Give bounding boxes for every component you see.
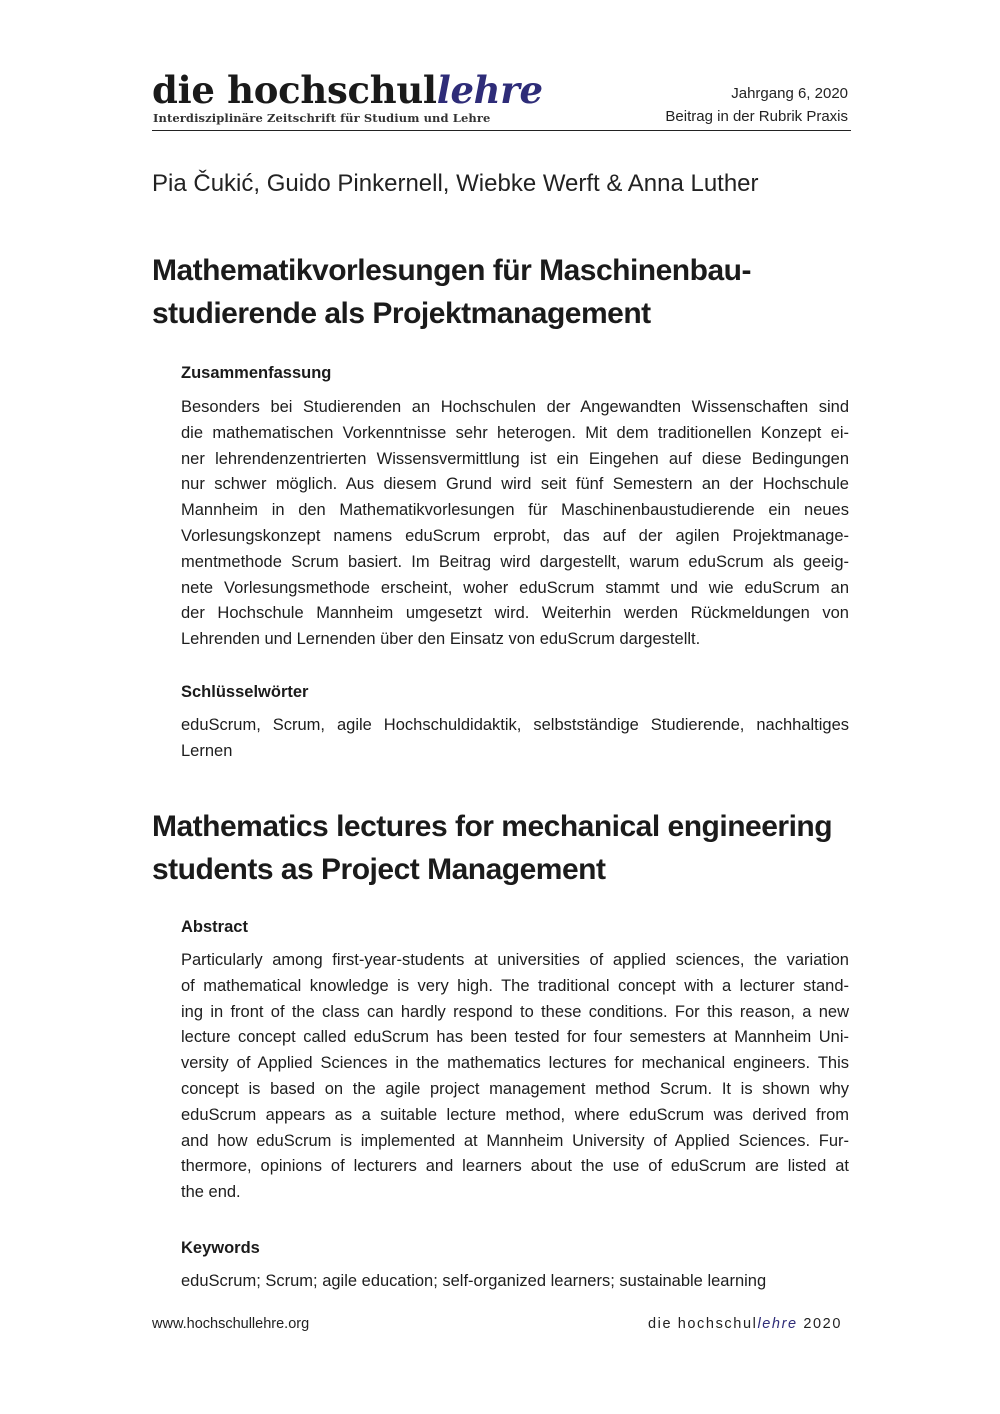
summary-heading: Zusammenfassung bbox=[181, 364, 332, 382]
abstract-line: versity of Applied Sciences in the mathematics lectures for mechanical engineers. This bbox=[181, 1054, 849, 1073]
abstract-line: of mathematical knowledge is very high. The traditional concept with a lecturer stand- bbox=[181, 976, 849, 995]
summary-line: Lehrenden und Lernenden über den Einsatz von eduScrum dargestellt. bbox=[181, 630, 701, 649]
abstract-line: lecture concept called eduScrum has been tested for four semesters at Mannheim Uni- bbox=[181, 1028, 849, 1047]
keywords-en-text bbox=[181, 1269, 849, 1295]
abstract-text bbox=[181, 948, 849, 1206]
abstract-line: and how eduScrum is implemented at Mannheim University of Applied Sciences. Fur- bbox=[181, 1131, 849, 1150]
english-title-line: Mathematics lectures for mechanical engineering bbox=[152, 810, 833, 843]
journal-logo bbox=[152, 70, 543, 110]
journal-masthead bbox=[152, 70, 851, 131]
keywords-de-line: Lernen bbox=[181, 741, 233, 760]
abstract-line: the end. bbox=[181, 1183, 241, 1202]
keywords-en-heading: Keywords bbox=[181, 1239, 260, 1257]
footer-brand-main: die hochschul bbox=[647, 1316, 758, 1332]
issue-info bbox=[665, 82, 848, 128]
abstract-line: thermore, opinions of lecturers and learners about the use of eduScrum are listed at bbox=[181, 1157, 849, 1176]
german-title-line: Mathematikvorlesungen für Maschinenbau- bbox=[152, 254, 751, 287]
summary-line: mentmethode Scrum basiert. Im Beitrag wird dargestellt, warum eduScrum als geeig- bbox=[181, 552, 849, 571]
abstract-line: Particularly among first-year-students at universities of applied sciences, the variation bbox=[181, 951, 849, 969]
footer-website-link[interactable]: www.hochschullehre.org bbox=[152, 1316, 310, 1332]
issue-section: Beitrag in der Rubrik Praxis bbox=[665, 108, 848, 125]
abstract-line: eduScrum appears as a suitable lecture method, where eduScrum was derived from bbox=[181, 1105, 849, 1124]
summary-line: der Hochschule Mannheim umgesetzt wird. Weiterhin werden Rückmeldungen von bbox=[181, 604, 849, 623]
summary-line: Besonders bei Studierenden an Hochschulen der Angewandten Wissenschaften sind bbox=[181, 398, 849, 416]
journal-logo-main: die hochschul bbox=[152, 68, 437, 112]
footer-brand-accent: lehre bbox=[757, 1316, 798, 1332]
keywords-de-heading: Schlüsselwörter bbox=[181, 683, 309, 701]
summary-line: ner lehrendenzentrierten Wissensvermittlung ist ein Eingehen auf diese Bedingungen bbox=[181, 449, 849, 468]
english-title bbox=[152, 805, 832, 891]
english-title-line: students as Project Management bbox=[152, 853, 606, 886]
keywords-en-line: eduScrum; Scrum; agile education; self-organized learners; sustainable learning bbox=[181, 1272, 767, 1290]
summary-line: die mathematischen Vorkenntnisse sehr heterogen. Mit dem traditionellen Konzept ei- bbox=[181, 423, 849, 442]
summary-line: Vorlesungskonzept namens eduScrum erprobt, das auf der agilen Projektmanage- bbox=[181, 526, 849, 545]
keywords-de-text bbox=[181, 713, 849, 765]
footer-year: 2020 bbox=[803, 1316, 842, 1332]
journal-subtitle: Interdisziplinäre Zeitschrift für Studium und Lehre bbox=[153, 111, 491, 125]
author-list: Pia Čukić, Guido Pinkernell, Wiebke Werft & Anna Luther bbox=[152, 170, 759, 197]
german-title bbox=[152, 249, 751, 335]
abstract-line: ing in front of the class can hardly respond to these conditions. For this reason, a new bbox=[181, 1002, 849, 1021]
issue-volume: Jahrgang 6, 2020 bbox=[731, 85, 848, 102]
footer-journal-name bbox=[648, 1316, 842, 1332]
summary-line: Mannheim in den Mathematikvorlesungen für Maschinenbaustudierende ein neues bbox=[181, 501, 849, 520]
journal-logo-accent: lehre bbox=[436, 68, 543, 112]
abstract-line: concept is based on the agile project management method Scrum. It is shown why bbox=[181, 1079, 849, 1098]
summary-line: nur schwer möglich. Aus diesem Grund wird seit fünf Semestern an der Hochschule bbox=[181, 475, 849, 494]
summary-text bbox=[181, 395, 849, 653]
keywords-de-line: eduScrum, Scrum, agile Hochschuldidaktik, selbstständige Studierende, nachhaltiges bbox=[181, 716, 849, 734]
german-title-line: studierende als Projektmanagement bbox=[152, 297, 651, 330]
abstract-heading: Abstract bbox=[181, 918, 248, 936]
summary-line: nete Vorlesungsmethode erscheint, woher eduScrum stammt und wie eduScrum an bbox=[181, 578, 849, 597]
